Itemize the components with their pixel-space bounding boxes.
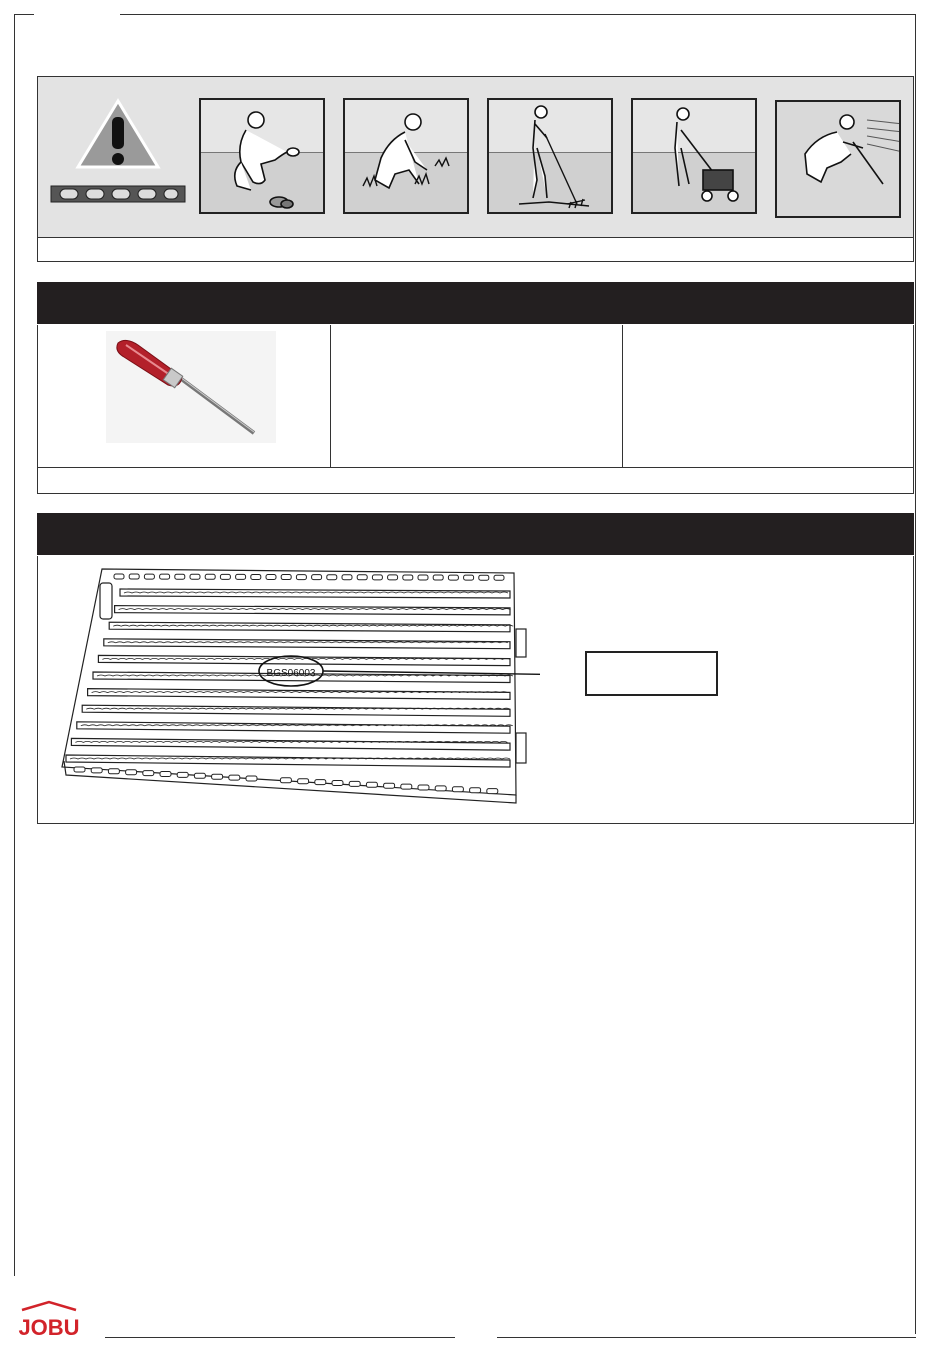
panel-top-hole xyxy=(494,575,504,580)
panel-top-hole xyxy=(296,575,306,580)
jobu-logo xyxy=(14,1300,84,1340)
panel-rib xyxy=(66,755,510,767)
panel-bottom-hole xyxy=(366,782,377,787)
panel-bottom-hole xyxy=(229,775,240,780)
site-preparation-divider xyxy=(38,237,913,238)
panel-top-hole xyxy=(236,574,246,579)
crouching-person-icon xyxy=(201,100,325,214)
panel-top-hole xyxy=(205,574,215,579)
panel-top-hole xyxy=(144,574,154,579)
logo-text: JOBU xyxy=(18,1315,80,1340)
panel-rib xyxy=(120,589,510,598)
panel-top-hole xyxy=(114,574,124,579)
panel-top-hole xyxy=(160,574,170,579)
panel-bottom-hole xyxy=(452,787,463,792)
panel-top-hole xyxy=(448,575,458,580)
panel-top-hole xyxy=(433,575,443,580)
panel-bottom-hole xyxy=(246,776,257,781)
panel-top-hole xyxy=(220,574,230,579)
panel-top-hole xyxy=(342,575,352,580)
panel-bottom-hole xyxy=(384,783,395,788)
panel-bottom-hole xyxy=(194,773,205,778)
parts-header-bar xyxy=(37,513,914,555)
lawnmower-icon xyxy=(633,100,757,214)
remove-weeds-illustration xyxy=(343,98,469,214)
spirit-level-icon xyxy=(50,185,188,205)
floor-panel-drawing xyxy=(54,565,540,809)
panel-top-hole xyxy=(327,575,337,580)
panel-bottom-hole xyxy=(487,789,498,794)
panel-top-hole xyxy=(281,575,291,580)
page-frame-left xyxy=(14,14,15,1276)
panel-bottom-hole xyxy=(74,767,85,772)
panel-rib xyxy=(109,622,510,632)
panel-bottom-hole xyxy=(108,769,119,774)
tools-row-divider xyxy=(38,467,913,468)
footer-rule-left xyxy=(105,1337,455,1338)
panel-bottom-hole xyxy=(332,781,343,786)
panel-bottom-hole xyxy=(298,779,309,784)
panel-bottom-hole xyxy=(160,772,171,777)
panel-bottom-hole xyxy=(177,772,188,777)
panel-top-hole xyxy=(418,575,428,580)
tools-section xyxy=(37,325,914,494)
panel-top-hole xyxy=(129,574,139,579)
remove-stones-illustration xyxy=(199,98,325,214)
tools-column-divider-1 xyxy=(330,325,331,467)
raking-illustration xyxy=(487,98,613,214)
panel-bottom-hole xyxy=(470,788,481,793)
weeding-person-icon xyxy=(345,100,469,214)
panel-bottom-hole xyxy=(280,778,291,783)
site-preparation-section xyxy=(37,76,914,262)
panel-rib xyxy=(82,705,510,716)
panel-bottom-hole xyxy=(143,771,154,776)
panel-bottom-hole xyxy=(435,786,446,791)
panel-top-hole xyxy=(479,575,489,580)
raking-person-icon xyxy=(489,100,613,214)
page-frame-right xyxy=(915,14,916,1334)
panel-top-hole xyxy=(372,575,382,580)
tools-column-divider-2 xyxy=(622,325,623,467)
panel-top-hole xyxy=(312,575,322,580)
panel-top-hole xyxy=(464,575,474,580)
panel-rib xyxy=(88,689,510,700)
panel-top-hole xyxy=(266,575,276,580)
panel-top-hole xyxy=(357,575,367,580)
tools-header-bar xyxy=(37,282,914,324)
panel-rib xyxy=(115,606,510,615)
panel-bottom-hole xyxy=(315,780,326,785)
panel-bottom-hole xyxy=(91,768,102,773)
page-frame-tick xyxy=(14,14,34,15)
levelling-illustration xyxy=(775,100,901,218)
panel-rib xyxy=(104,639,510,649)
panel-bottom-hole xyxy=(401,784,412,789)
panel-top-hole xyxy=(190,574,200,579)
panel-top-hole xyxy=(403,575,413,580)
panel-top-hole xyxy=(175,574,185,579)
panel-top-hole xyxy=(388,575,398,580)
site-preparation-panel xyxy=(38,77,913,237)
footer-rule-right xyxy=(497,1337,916,1338)
panel-bottom-hole xyxy=(212,774,223,779)
kneeling-person-icon xyxy=(777,102,901,218)
screwdriver-icon xyxy=(106,331,276,443)
panel-top-hole xyxy=(251,574,261,579)
page-frame-top xyxy=(120,14,916,15)
panel-rib xyxy=(77,722,510,733)
panel-bottom-hole xyxy=(126,770,137,775)
panel-bottom-hole xyxy=(418,785,429,790)
mowing-illustration xyxy=(631,98,757,214)
part-label-box xyxy=(585,651,718,696)
panel-bottom-hole xyxy=(349,781,360,786)
part-code-label: BGS06003 xyxy=(266,668,316,679)
panel-rib xyxy=(71,738,510,750)
